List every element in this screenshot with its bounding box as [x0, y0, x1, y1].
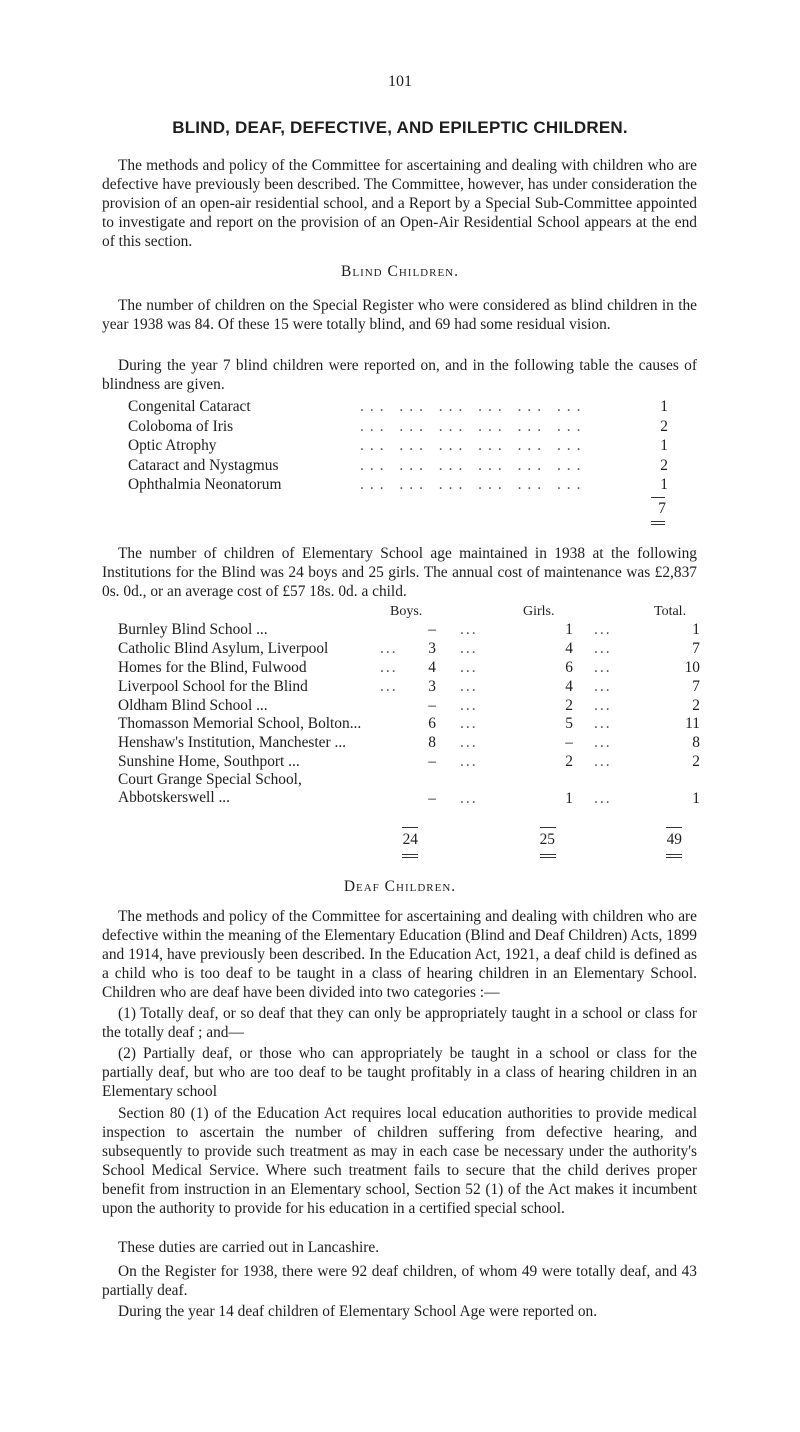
causes-total: 7 — [658, 500, 666, 517]
blind-paragraph-1: The number of children on the Special Register who were considered as blind children in the year 1938 was 84. Of these 15 were totally blind, and 69 had some residual vision. — [102, 297, 697, 333]
institutions-table — [118, 602, 700, 808]
causes-of-blindness-table — [128, 397, 668, 495]
institution-name: Court Grange Special School, Abbotskerswell ... — [118, 771, 302, 807]
leader-dots: ... — [594, 753, 612, 771]
cause-count: 1 — [660, 437, 668, 454]
boys-cell: 3 — [428, 677, 436, 695]
table-row — [118, 658, 700, 677]
cause-row — [128, 436, 668, 456]
cause-name: Congenital Cataract — [128, 398, 251, 415]
total-cell: 11 — [685, 715, 700, 733]
boys-cell: – — [428, 753, 436, 771]
total-cell: 1 — [692, 790, 700, 808]
double-rule — [402, 854, 418, 855]
table-row — [118, 733, 700, 752]
institution-name: Burnley Blind School ... — [118, 621, 268, 638]
table-row — [118, 752, 700, 771]
boys-cell: 6 — [428, 715, 436, 733]
total-cell: 1 — [692, 621, 700, 638]
institution-name: Catholic Blind Asylum, Liverpool — [118, 639, 329, 657]
boys-cell: 4 — [428, 658, 436, 676]
leader-dots: ... ... ... ... ... ... — [360, 437, 587, 454]
leader-dots: ... — [460, 639, 478, 657]
table-row — [118, 696, 700, 715]
total-cell: 2 — [692, 753, 700, 771]
total-cell: 7 — [692, 639, 700, 657]
sum-rule — [402, 827, 418, 828]
boys-cell: – — [428, 621, 436, 638]
girls-cell: – — [565, 734, 573, 752]
leader-dots: ... — [460, 790, 478, 808]
leader-dots: ... ... ... ... ... ... — [360, 417, 587, 435]
deaf-category-2: (2) Partially deaf, or those who can appropriately be taught in a school or class for the partially deaf, but who are too deaf to be taught profitably in a class of hearing children in an Elementary school — [102, 1045, 697, 1100]
boys-cell: – — [428, 790, 436, 808]
leader-dots: ... — [460, 753, 478, 771]
girls-header: Girls. — [523, 604, 555, 619]
blind-children-heading: Blind Children. — [341, 263, 459, 280]
cause-name: Coloboma of Iris — [128, 417, 234, 435]
deaf-paragraph-2: Section 80 (1) of the Education Act requires local education authorities to provide medical inspection to ascertain the number of children suffering from defective hearing, and subsequently to provide such treatment as may in each case be necessary under the authority's School Medical Service. Where such treatment fails to secure that the child derives proper benefit from instruction in an Elementary school, Section 52 (1) of the Act makes it incumbent upon the authority to provide for his education in a certified special school. — [102, 1105, 697, 1217]
girls-cell: 1 — [565, 621, 573, 638]
boys-total: 24 — [402, 831, 418, 848]
double-rule — [402, 857, 418, 858]
boys-cell: – — [428, 696, 436, 714]
boys-cell: 3 — [428, 639, 436, 657]
leader-dots: ... — [460, 715, 478, 733]
total-cell: 10 — [684, 658, 700, 676]
table-row — [118, 677, 700, 696]
deaf-paragraph-5: During the year 14 deaf children of Elementary School Age were reported on. — [118, 1303, 598, 1320]
institution-name: Oldham Blind School ... — [118, 696, 268, 714]
leader-dots: ... — [460, 696, 478, 714]
girls-cell: 2 — [565, 696, 573, 714]
institution-name: Homes for the Blind, Fulwood — [118, 658, 307, 676]
deaf-paragraph-1: The methods and policy of the Committee for ascertaining and dealing with children who are defective within the meaning of the Elementary Education (Blind and Deaf Children) Acts, 1899 and 1914, have previously been described. In the Education Act, 1921, a deaf child is defined as a child who is too deaf to be taught in a class of hearing children in an Elementary School. Children who are deaf have been divided into two categories :— — [102, 908, 697, 1001]
girls-cell: 4 — [565, 677, 573, 695]
girls-total: 25 — [539, 831, 555, 848]
leader-dots: ... ... ... ... ... ... — [360, 398, 587, 415]
table-header — [118, 602, 700, 620]
total-cell: 2 — [692, 696, 700, 714]
table-row — [118, 620, 700, 639]
double-rule — [651, 521, 665, 522]
deaf-category-1: (1) Totally deaf, or so deaf that they can only be appropriately taught in a school or class for the totally deaf ; and— — [102, 1005, 697, 1041]
institution-name: Sunshine Home, Southport ... — [118, 753, 300, 771]
leader-dots: ... — [594, 790, 612, 808]
cause-row — [128, 456, 668, 476]
total-cell: 7 — [692, 677, 700, 695]
double-rule — [666, 854, 682, 855]
girls-cell: 5 — [565, 715, 573, 733]
leader-dots: ... — [594, 621, 612, 638]
leader-dots: ... — [594, 734, 612, 752]
total-header: Total. — [654, 604, 687, 619]
institution-name: Henshaw's Institution, Manchester ... — [118, 734, 347, 752]
girls-cell: 2 — [565, 753, 573, 771]
deaf-paragraph-3: These duties are carried out in Lancashire. — [118, 1239, 380, 1256]
double-rule — [540, 857, 556, 858]
table-row — [118, 639, 700, 658]
leader-dots: ... — [594, 696, 612, 714]
leader-dots: ... — [380, 639, 398, 657]
leader-dots: ... — [460, 658, 478, 676]
leader-dots: ... — [460, 677, 478, 695]
cause-count: 1 — [660, 398, 668, 415]
blind-paragraph-3: The number of children of Elementary School age maintained in 1938 at the following Institutions for the Blind was 24 boys and 25 girls. The annual cost of maintenance was £2,837 0s. 0d., or an average cost of £57 18s. 0d. a child. — [102, 545, 697, 600]
leader-dots: ... — [460, 621, 478, 638]
cause-row — [128, 417, 668, 437]
girls-cell: 1 — [565, 790, 573, 808]
table-row — [118, 714, 700, 733]
total-cell: 8 — [692, 734, 700, 752]
leader-dots: ... — [594, 639, 612, 657]
girls-cell: 6 — [565, 658, 573, 676]
cause-name: Optic Atrophy — [128, 437, 217, 454]
leader-dots: ... — [594, 715, 612, 733]
cause-count: 1 — [660, 476, 668, 493]
cause-count: 2 — [660, 417, 668, 435]
double-rule — [651, 524, 665, 525]
institution-name: Thomasson Memorial School, Bolton... — [118, 715, 362, 733]
leader-dots: ... — [380, 658, 398, 676]
deaf-paragraph-4: On the Register for 1938, there were 92 deaf children, of whom 49 were totally deaf, and 43 partially deaf. — [102, 1263, 697, 1299]
deaf-children-heading: Deaf Children. — [343, 878, 457, 895]
cause-row — [128, 397, 668, 417]
table-row — [118, 771, 700, 808]
intro-paragraph: The methods and policy of the Committee for ascertaining and dealing with children who are defective have previously been described. The Committee, however, has under consideration the provision of an open-air residential school, and a Report by a Special Sub-Committee appointed to investigate and report on the provision of an Open-Air Residential School appears at the end of this section. — [102, 157, 697, 250]
double-rule — [666, 857, 682, 858]
cause-count: 2 — [660, 456, 668, 474]
leader-dots: ... ... ... ... ... ... — [360, 456, 587, 474]
sum-rule — [540, 827, 556, 828]
girls-cell: 4 — [565, 639, 573, 657]
leader-dots: ... — [594, 658, 612, 676]
boys-header: Boys. — [390, 604, 423, 619]
cause-name: Cataract and Nystagmus — [128, 456, 279, 474]
leader-dots: ... — [380, 677, 398, 695]
sum-rule — [666, 827, 682, 828]
leader-dots: ... ... ... ... ... ... — [360, 476, 587, 493]
grand-total: 49 — [666, 831, 682, 848]
sum-rule — [651, 497, 665, 498]
cause-row — [128, 475, 668, 495]
boys-cell: 8 — [428, 734, 436, 752]
leader-dots: ... — [594, 677, 612, 695]
blind-paragraph-2: During the year 7 blind children were reported on, and in the following table the causes of blindness are given. — [102, 357, 697, 393]
double-rule — [540, 854, 556, 855]
leader-dots: ... — [460, 734, 478, 752]
page-number: 101 — [388, 73, 412, 90]
institution-name: Liverpool School for the Blind — [118, 677, 308, 695]
page-title: BLIND, DEAF, DEFECTIVE, AND EPILEPTIC CHILDREN. — [172, 118, 628, 137]
cause-name: Ophthalmia Neonatorum — [128, 476, 282, 493]
